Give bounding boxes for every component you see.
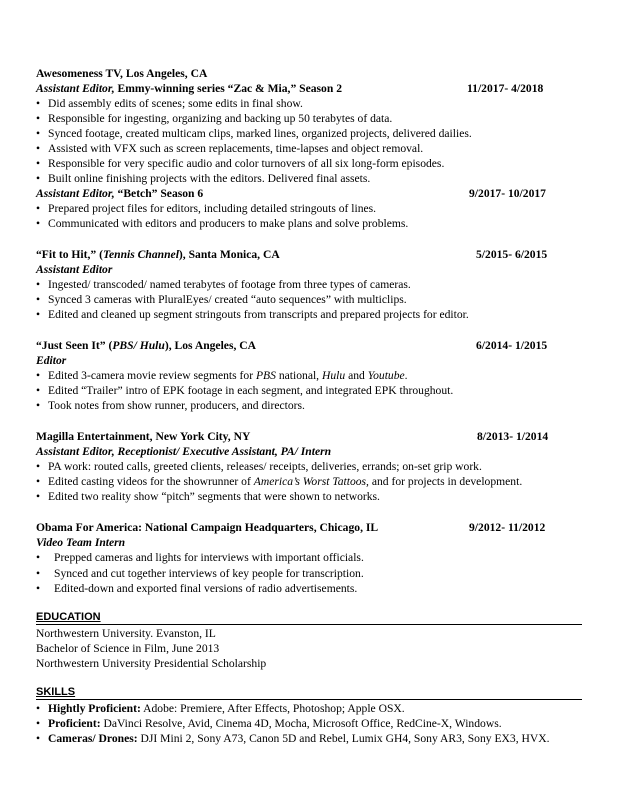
bullet-icon: • [36, 369, 41, 382]
bullet-item: • Edited “Trailer” intro of EPK footage in each segment, and integrated EPK throughout. [36, 384, 454, 397]
bullet-icon: • [36, 112, 41, 125]
role-title: Assistant Editor, Receptionist/ Executive Assistant, PA/ Intern [36, 445, 332, 458]
bullet-icon: • [36, 127, 41, 140]
bullet-icon: • [36, 172, 41, 185]
bullet-item: • Edited two reality show “pitch” segments that were shown to networks. [36, 490, 380, 503]
bullet-item: • Edited 3-camera movie review segments for PBS national, Hulu and Youtube. [36, 369, 408, 382]
employer-just-seen-it: “Just Seen It” (PBS/ Hulu), Los Angeles, CA [36, 339, 257, 352]
role-title-rest: Emmy-winning series “Zac & Mia,” Season 2 [114, 82, 342, 95]
bullet-icon: • [36, 202, 41, 215]
bullet-item: • Did assembly edits of scenes; some edits in final show. [36, 97, 303, 110]
employer-fit-to-hit: “Fit to Hit,” (Tennis Channel), Santa Monica, CA [36, 248, 280, 261]
bullet-icon: • [36, 490, 41, 503]
role-title-italic: Assistant Editor, [36, 187, 115, 200]
bullet-item: • Communicated with editors and producers to make plans and solve problems. [36, 217, 409, 230]
employer-obama: Obama For America: National Campaign Headquarters, Chicago, IL [36, 521, 379, 534]
bullet-item: • Synced footage, created multicam clips, marked lines, organized projects, delivered dailies. [36, 127, 472, 140]
bullet-icon: • [36, 567, 41, 580]
employer-magilla: Magilla Entertainment, New York City, NY [36, 430, 251, 443]
bullet-item: • Synced 3 cameras with PluralEyes/ created “auto sequences” with multiclips. [36, 293, 407, 306]
education-line: Northwestern University Presidential Scholarship [36, 657, 267, 670]
role-title-italic: Assistant Editor, [36, 82, 115, 95]
dates-zac-mia: 11/2017- 4/2018 [467, 82, 544, 95]
bullet-icon: • [36, 399, 41, 412]
bullet-icon: • [36, 702, 41, 715]
bullet-item: • Responsible for ingesting, organizing and backing up 50 terabytes of data. [36, 112, 393, 125]
role-title-zac-mia [36, 82, 342, 96]
bullet-item: • Ingested/ transcoded/ named terabytes of footage from three types of cameras. [36, 278, 411, 291]
dates-obama: 9/2012- 11/2012 [469, 521, 546, 534]
role-title: Video Team Intern [36, 536, 126, 549]
role-title: Assistant Editor [36, 263, 113, 276]
bullet-item: • Edited-down and exported final versions of radio advertisements. [36, 582, 358, 595]
bullet-icon: • [36, 293, 41, 306]
education-line: Bachelor of Science in Film, June 2013 [36, 642, 220, 655]
bullet-icon: • [36, 308, 41, 321]
bullet-item: • Edited casting videos for the showrunner of America’s Worst Tattoos, and for projects in development. [36, 475, 523, 488]
bullet-item: • Took notes from show runner, producers, and directors. [36, 399, 305, 412]
bullet-item: • Assisted with VFX such as screen replacements, time-lapses and object removal. [36, 142, 424, 155]
bullet-item: • Prepared project files for editors, including detailed stringouts of lines. [36, 202, 377, 215]
bullet-icon: • [36, 278, 41, 291]
bullet-icon: • [36, 582, 41, 595]
skills-item: • Proficient: DaVinci Resolve, Avid, Cinema 4D, Mocha, Microsoft Office, RedCine-X, Windows. [36, 717, 502, 730]
bullet-icon: • [36, 384, 41, 397]
dates-magilla: 8/2013- 1/2014 [477, 430, 549, 443]
bullet-icon: • [36, 551, 41, 564]
bullet-icon: • [36, 732, 41, 745]
skills-heading: SKILLS [36, 686, 582, 700]
bullet-icon: • [36, 97, 41, 110]
role-title: Editor [36, 354, 67, 367]
bullet-icon: • [36, 717, 41, 730]
employer-awesomeness: Awesomeness TV, Los Angeles, CA [36, 67, 208, 80]
role-title-rest: “Betch” Season 6 [114, 187, 204, 200]
bullet-icon: • [36, 142, 41, 155]
dates-just-seen-it: 6/2014- 1/2015 [476, 339, 548, 352]
bullet-icon: • [36, 460, 41, 473]
bullet-item: • PA work: routed calls, greeted clients, releases/ receipts, deliveries, errands; on-set grip work. [36, 460, 482, 473]
bullet-icon: • [36, 475, 41, 488]
skills-item: • Cameras/ Drones: DJI Mini 2, Sony A73, Canon 5D and Rebel, Lumix GH4, Sony AR3, Sony EX3, HVX. [36, 732, 550, 745]
education-heading: EDUCATION [36, 611, 582, 625]
bullet-item: • Built online finishing projects with the editors. Delivered final assets. [36, 172, 371, 185]
bullet-item: • Synced and cut together interviews of key people for transcription. [36, 567, 364, 580]
dates-betch: 9/2017- 10/2017 [469, 187, 546, 200]
bullet-item: • Edited and cleaned up segment stringouts from transcripts and prepared projects for editor. [36, 308, 469, 321]
skills-item: • Hightly Proficient: Adobe: Premiere, After Effects, Photoshop; Apple OSX. [36, 702, 405, 715]
bullet-icon: • [36, 157, 41, 170]
bullet-icon: • [36, 217, 41, 230]
bullet-item: • Prepped cameras and lights for interviews with important officials. [36, 551, 364, 564]
education-line: Northwestern University. Evanston, IL [36, 627, 216, 640]
role-title-betch [36, 187, 203, 201]
dates-fit-to-hit: 5/2015- 6/2015 [476, 248, 548, 261]
bullet-item: • Responsible for very specific audio and color turnovers of all six long-form episodes. [36, 157, 445, 170]
